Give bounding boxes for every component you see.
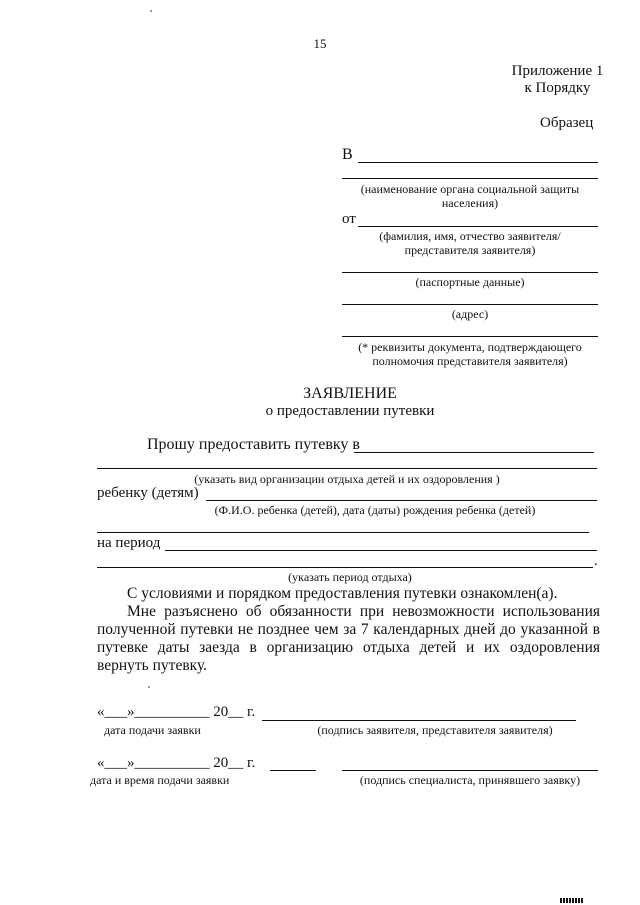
requisites-line[interactable] (342, 336, 598, 337)
child-caption: (Ф.И.О. ребенка (детей), дата (даты) рождения ребенка (детей) (214, 503, 536, 517)
fio-caption-1: (фамилия, имя, отчество заявителя/ (379, 229, 561, 243)
specialist-signature-line[interactable] (342, 770, 598, 771)
requisites-caption-2: полномочия представителя заявителя) (372, 354, 568, 368)
passport-caption: (паспортные данные) (415, 275, 525, 289)
address-line[interactable] (342, 304, 598, 305)
fio-caption-2: представителя заявителя) (404, 243, 536, 257)
org-name-line-2[interactable] (342, 178, 598, 179)
document-subtitle: о предоставлении путевки (265, 403, 435, 419)
org-type-caption: (указать вид организации отдыха детей и их оздоровления ) (194, 472, 500, 486)
page-number: 15 (313, 36, 327, 51)
org-caption-1: (наименование органа социальной защиты (360, 182, 580, 196)
applicant-signature-line[interactable] (262, 720, 576, 721)
document-title: ЗАЯВЛЕНИЕ (303, 385, 397, 402)
org-type-line-1[interactable] (354, 452, 594, 453)
child-line-2[interactable] (97, 532, 589, 533)
applicant-signature-caption: (подпись заявителя, представителя заявителя) (317, 723, 553, 737)
address-caption: (адрес) (451, 307, 489, 321)
org-type-line-2[interactable] (97, 468, 597, 469)
date-caption-2: дата и время подачи заявки (90, 773, 230, 787)
period-line-1[interactable] (165, 550, 597, 551)
child-line[interactable] (206, 500, 597, 501)
date-field-1[interactable]: «___»__________ 20__ г. (97, 704, 256, 720)
period-caption: (указать период отдыха) (288, 570, 412, 584)
date-field-2[interactable]: «___»__________ 20__ г. (97, 755, 256, 771)
requisites-caption-1: (* реквизиты документа, подтверждающего (358, 340, 582, 354)
period-prefix: на период (97, 535, 161, 551)
child-prefix: ребенку (детям) (97, 485, 199, 501)
obligation-text: Мне разъяснено об обязанности при невозможности использования полученной путевки не позднее чем за 7 календарных дней до указанной в путевке даты заезда в организацию отдыха детей и их оздоровления вернуть путевку. (97, 603, 600, 674)
passport-line[interactable] (342, 272, 598, 273)
period-line-2[interactable] (97, 567, 593, 568)
specialist-signature-caption: (подпись специалиста, принявшего заявку) (359, 773, 581, 787)
from-prefix: от (342, 211, 356, 227)
request-intro: Прошу предоставить путевку в (147, 436, 360, 453)
to-prefix: В (342, 146, 353, 163)
sample-label: Образец (540, 115, 594, 131)
date-caption-1: дата подачи заявки (104, 723, 201, 737)
acknowledgement-text: С условиями и порядком предоставления путевки ознакомлен(а). (127, 585, 558, 602)
org-caption-2: населения) (441, 196, 499, 210)
time-line[interactable] (270, 770, 316, 771)
scan-corner-mark (560, 898, 584, 903)
period-end: . (594, 553, 598, 569)
org-name-line-1[interactable] (358, 162, 598, 163)
appendix-line-1: Приложение 1 (511, 63, 604, 79)
scan-dot (150, 10, 152, 12)
fio-line[interactable] (358, 226, 598, 227)
appendix-line-2: к Порядку (524, 80, 591, 96)
scan-dot (148, 686, 150, 688)
